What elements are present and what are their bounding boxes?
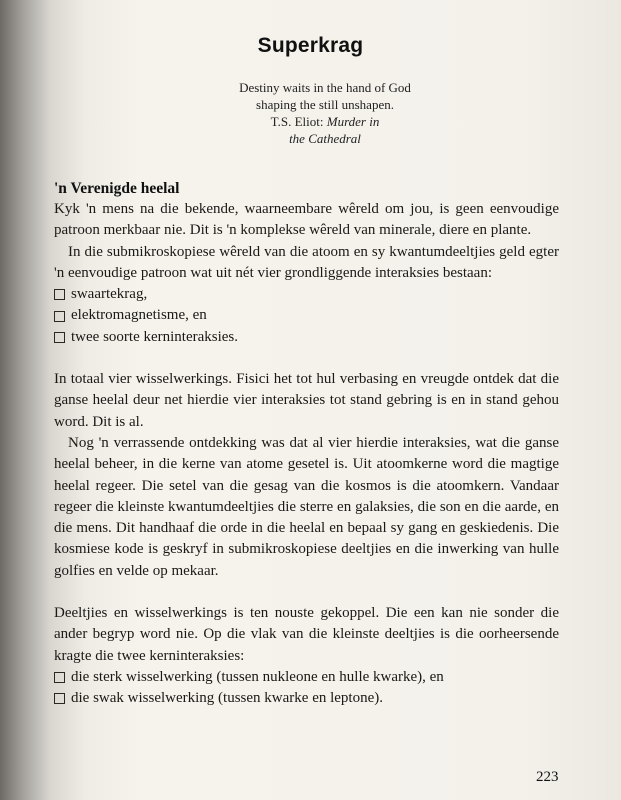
paragraph-3: In totaal vier wisselwerkings. Fisici het tot hul verbasing en vreugde ontdek dat die ganse heelal deur net hierdie vier interaksies tot stand gebring is en in stand gehou word. Dit is al. xyxy=(54,371,559,430)
checkbox-bullet-icon xyxy=(54,693,65,704)
epigraph-line-1: Destiny waits in the hand of God xyxy=(239,80,411,95)
list-item: elektromagnetisme, en xyxy=(54,305,559,326)
epigraph-work-title: Murder in xyxy=(326,114,380,129)
list-item: twee soorte kerninteraksies. xyxy=(54,327,559,348)
checkbox-bullet-icon xyxy=(54,311,65,322)
epigraph-work-title-cont: the Cathedral xyxy=(289,131,361,146)
epigraph-line-2: shaping the still unshapen. xyxy=(256,97,394,112)
paragraph-5: Deeltjies en wisselwerkings is ten nouste gekoppel. Die een kan nie sonder die ander begryp word nie. Op die vlak van die kleinste deeltjies is die oorheersende kragte die twee kerninteraksies: xyxy=(54,605,559,664)
epigraph xyxy=(200,79,450,147)
epigraph-attribution xyxy=(200,113,450,130)
paragraph-2: In die submikroskopiese wêreld van die atoom en sy kwantumdeeltjies geld egter 'n eenvoudige patroon wat uit nét vier grondliggende interaksies bestaan: xyxy=(54,243,559,281)
page-number: 223 xyxy=(536,769,559,785)
checkbox-bullet-icon xyxy=(54,289,65,300)
section-heading: 'n Verenigde heelal xyxy=(54,180,180,197)
checkbox-bullet-icon xyxy=(54,332,65,343)
list-item: swaartekrag, xyxy=(54,284,559,305)
paragraph-1: Kyk 'n mens na die bekende, waarneembare wêreld om jou, is geen eenvoudige patroon merkbaar nie. Dit is 'n komplekse wêreld van minerale, diere en plante. xyxy=(54,201,559,239)
body-text xyxy=(54,199,559,710)
paragraph-4: Nog 'n verrassende ontdekking was dat al vier hierdie interaksies, wat die ganse heelal beheer, in die kerne van atome gesetel is. Uit atoomkerne word die magtige heelal regeer. Die setel van die gesag van die kosmos is die atoomkern. Vandaar regeer die kleinste kwantumdeeltjies die sterre en galaksies, die son en die aarde, en die mens. Dit handhaaf die orde in die heelal en bepaal sy gang en geskiedenis. Die kosmiese kode is geskryf in submikroskopiese deeltjies en die inwerking van hulle golfies en velde op mekaar. xyxy=(54,434,559,579)
chapter-title: Superkrag xyxy=(257,34,364,57)
list-item: die sterk wisselwerking (tussen nukleone en hulle kwarke), en xyxy=(54,667,559,688)
epigraph-author: T.S. Eliot: xyxy=(270,114,327,129)
checkbox-bullet-icon xyxy=(54,672,65,683)
list-item: die swak wisselwerking (tussen kwarke en leptone). xyxy=(54,688,559,709)
